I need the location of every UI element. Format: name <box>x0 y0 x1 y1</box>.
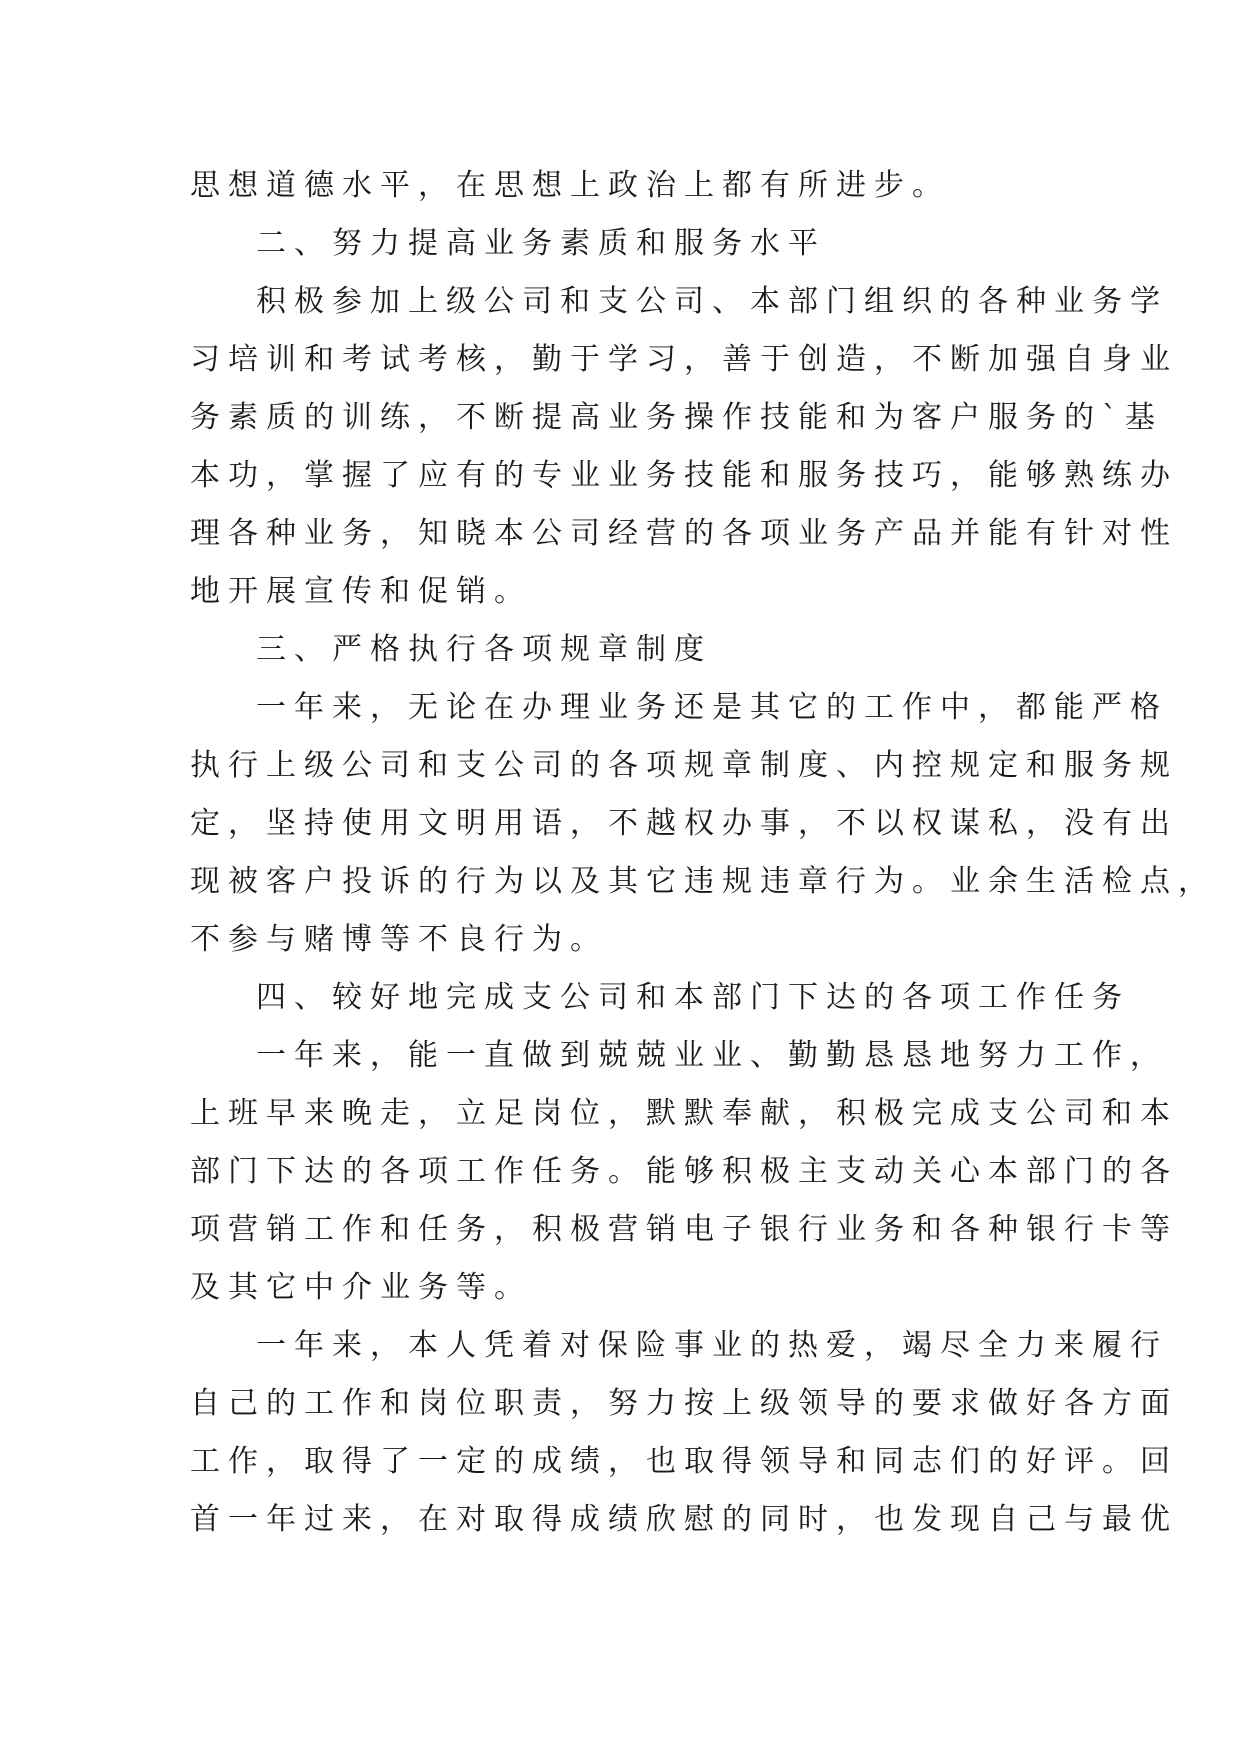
paragraph-line: 及其它中介业务等。 <box>190 1270 532 1305</box>
paragraph-line: 一年来，本人凭着对保险事业的热爱，竭尽全力来履行 <box>256 1328 1168 1363</box>
paragraph-line: 思想道德水平，在思想上政治上都有所进步。 <box>190 168 950 203</box>
section-heading: 三、严格执行各项规章制度 <box>256 632 712 667</box>
document-body <box>190 157 1216 1549</box>
paragraph-line: 理各种业务，知晓本公司经营的各项业务产品并能有针对性 <box>190 516 1178 551</box>
paragraph-line: 不参与赌博等不良行为。 <box>190 922 608 957</box>
paragraph-line: 一年来，能一直做到兢兢业业、勤勤恳恳地努力工作， <box>256 1038 1168 1073</box>
paragraph-line: 现被客户投诉的行为以及其它违规违章行为。业余生活检点， <box>190 864 1216 899</box>
paragraph-line: 积极参加上级公司和支公司、本部门组织的各种业务学 <box>256 284 1168 319</box>
paragraph-line: 部门下达的各项工作任务。能够积极主支动关心本部门的各 <box>190 1154 1178 1189</box>
paragraph-line: 执行上级公司和支公司的各项规章制度、内控规定和服务规 <box>190 748 1178 783</box>
paragraph-line: 自己的工作和岗位职责，努力按上级领导的要求做好各方面 <box>190 1386 1178 1421</box>
paragraph-line: 项营销工作和任务，积极营销电子银行业务和各种银行卡等 <box>190 1212 1178 1247</box>
paragraph-line: 习培训和考试考核，勤于学习，善于创造，不断加强自身业 <box>190 342 1178 377</box>
paragraph-line: 务素质的训练，不断提高业务操作技能和为客户服务的`基 <box>190 400 1163 435</box>
paragraph-line: 定，坚持使用文明用语，不越权办事，不以权谋私，没有出 <box>190 806 1178 841</box>
paragraph-line: 工作，取得了一定的成绩，也取得领导和同志们的好评。回 <box>190 1444 1178 1479</box>
section-heading: 四、较好地完成支公司和本部门下达的各项工作任务 <box>256 980 1130 1015</box>
paragraph-line: 上班早来晚走，立足岗位，默默奉献，积极完成支公司和本 <box>190 1096 1178 1131</box>
paragraph-line: 首一年过来，在对取得成绩欣慰的同时，也发现自己与最优 <box>190 1502 1178 1537</box>
paragraph-line: 一年来，无论在办理业务还是其它的工作中，都能严格 <box>256 690 1168 725</box>
section-heading: 二、努力提高业务素质和服务水平 <box>256 226 826 261</box>
paragraph-line: 本功，掌握了应有的专业业务技能和服务技巧，能够熟练办 <box>190 458 1178 493</box>
paragraph-line: 地开展宣传和促销。 <box>190 574 532 609</box>
